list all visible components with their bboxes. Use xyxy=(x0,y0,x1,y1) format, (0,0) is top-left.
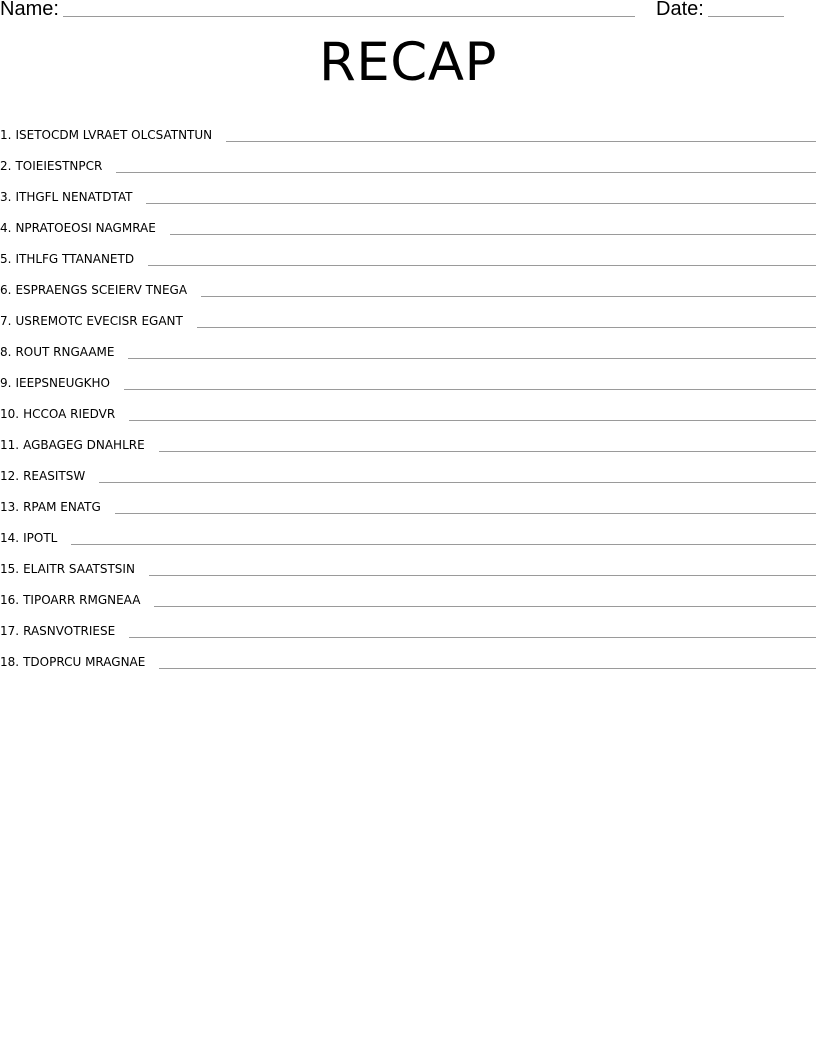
item-number: 4. xyxy=(0,221,12,235)
list-item xyxy=(0,298,816,329)
date-label: Date: xyxy=(656,0,704,20)
item-scrambled-text: RASNVOTRIESE xyxy=(23,624,116,638)
answer-blank-line[interactable] xyxy=(201,296,816,297)
item-number: 6. xyxy=(0,283,12,297)
item-number: 11. xyxy=(0,438,20,452)
item-number: 2. xyxy=(0,159,12,173)
page-title: RECAP xyxy=(318,32,498,93)
item-number: 5. xyxy=(0,252,12,266)
scrambled-word xyxy=(0,530,57,546)
scrambled-word xyxy=(0,251,134,267)
name-blank-line[interactable] xyxy=(63,16,635,17)
answer-blank-line[interactable] xyxy=(129,637,816,638)
worksheet-header xyxy=(0,0,816,26)
scrambled-word xyxy=(0,158,102,174)
item-scrambled-text: AGBAGEG DNAHLRE xyxy=(23,438,145,452)
scrambled-word xyxy=(0,561,135,577)
scrambled-word xyxy=(0,220,156,236)
list-item xyxy=(0,174,816,205)
scrambled-word xyxy=(0,437,145,453)
list-item xyxy=(0,112,816,143)
list-item xyxy=(0,453,816,484)
item-number: 3. xyxy=(0,190,12,204)
list-item xyxy=(0,422,816,453)
scrambled-word xyxy=(0,623,115,639)
item-scrambled-text: USREMOTC EVECISR EGANT xyxy=(15,314,183,328)
answer-blank-line[interactable] xyxy=(149,575,816,576)
scrambled-word xyxy=(0,127,212,143)
list-item xyxy=(0,484,816,515)
scrambled-word xyxy=(0,189,132,205)
list-item xyxy=(0,391,816,422)
item-scrambled-text: NPRATOEOSI NAGMRAE xyxy=(15,221,156,235)
answer-blank-line[interactable] xyxy=(154,606,816,607)
scrambled-word xyxy=(0,654,145,670)
scrambled-word xyxy=(0,592,140,608)
item-scrambled-text: HCCOA RIEDVR xyxy=(23,407,116,421)
scrambled-word xyxy=(0,375,110,391)
scrambled-word xyxy=(0,282,187,298)
item-number: 13. xyxy=(0,500,20,514)
list-item xyxy=(0,515,816,546)
list-item xyxy=(0,267,816,298)
item-scrambled-text: TOIEIESTNPCR xyxy=(15,159,103,173)
date-blank-line[interactable] xyxy=(708,16,784,17)
item-scrambled-text: IEEPSNEUGKHO xyxy=(15,376,110,390)
list-item xyxy=(0,236,816,267)
answer-blank-line[interactable] xyxy=(99,482,816,483)
answer-blank-line[interactable] xyxy=(159,668,816,669)
scrambled-word xyxy=(0,313,183,329)
answer-blank-line[interactable] xyxy=(116,172,816,173)
name-label: Name: xyxy=(0,0,59,20)
item-number: 9. xyxy=(0,376,12,390)
item-number: 18. xyxy=(0,655,20,669)
item-scrambled-text: TDOPRCU MRAGNAE xyxy=(23,655,146,669)
answer-blank-line[interactable] xyxy=(128,358,816,359)
list-item xyxy=(0,577,816,608)
answer-blank-line[interactable] xyxy=(146,203,816,204)
item-number: 7. xyxy=(0,314,12,328)
answer-blank-line[interactable] xyxy=(226,141,816,142)
item-scrambled-text: ISETOCDM LVRAET OLCSATNTUN xyxy=(15,128,213,142)
answer-blank-line[interactable] xyxy=(115,513,816,514)
item-number: 10. xyxy=(0,407,20,421)
list-item xyxy=(0,546,816,577)
item-scrambled-text: ITHLFG TTANANETD xyxy=(15,252,135,266)
item-scrambled-text: ITHGFL NENATDTAT xyxy=(15,190,133,204)
item-number: 12. xyxy=(0,469,20,483)
answer-blank-line[interactable] xyxy=(71,544,816,545)
answer-blank-line[interactable] xyxy=(124,389,816,390)
item-number: 1. xyxy=(0,128,12,142)
scrambled-word xyxy=(0,499,101,515)
list-item xyxy=(0,205,816,236)
answer-blank-line[interactable] xyxy=(148,265,816,266)
answer-blank-line[interactable] xyxy=(170,234,816,235)
item-scrambled-text: TIPOARR RMGNEAA xyxy=(23,593,141,607)
answer-blank-line[interactable] xyxy=(197,327,816,328)
scrambled-word xyxy=(0,406,115,422)
item-number: 15. xyxy=(0,562,20,576)
item-number: 17. xyxy=(0,624,20,638)
item-scrambled-text: RPAM ENATG xyxy=(23,500,101,514)
list-item xyxy=(0,639,816,670)
list-item xyxy=(0,360,816,391)
item-scrambled-text: ESPRAENGS SCEIERV TNEGA xyxy=(15,283,188,297)
answer-blank-line[interactable] xyxy=(159,451,816,452)
answer-blank-line[interactable] xyxy=(129,420,816,421)
list-item xyxy=(0,608,816,639)
list-item xyxy=(0,143,816,174)
item-scrambled-text: ELAITR SAATSTSIN xyxy=(23,562,135,576)
scrambled-word xyxy=(0,468,85,484)
item-scrambled-text: ROUT RNGAAME xyxy=(15,345,115,359)
item-scrambled-text: REASITSW xyxy=(23,469,86,483)
item-number: 8. xyxy=(0,345,12,359)
scramble-word-list xyxy=(0,112,816,670)
item-number: 16. xyxy=(0,593,20,607)
item-scrambled-text: IPOTL xyxy=(23,531,58,545)
scrambled-word xyxy=(0,344,114,360)
item-number: 14. xyxy=(0,531,20,545)
list-item xyxy=(0,329,816,360)
